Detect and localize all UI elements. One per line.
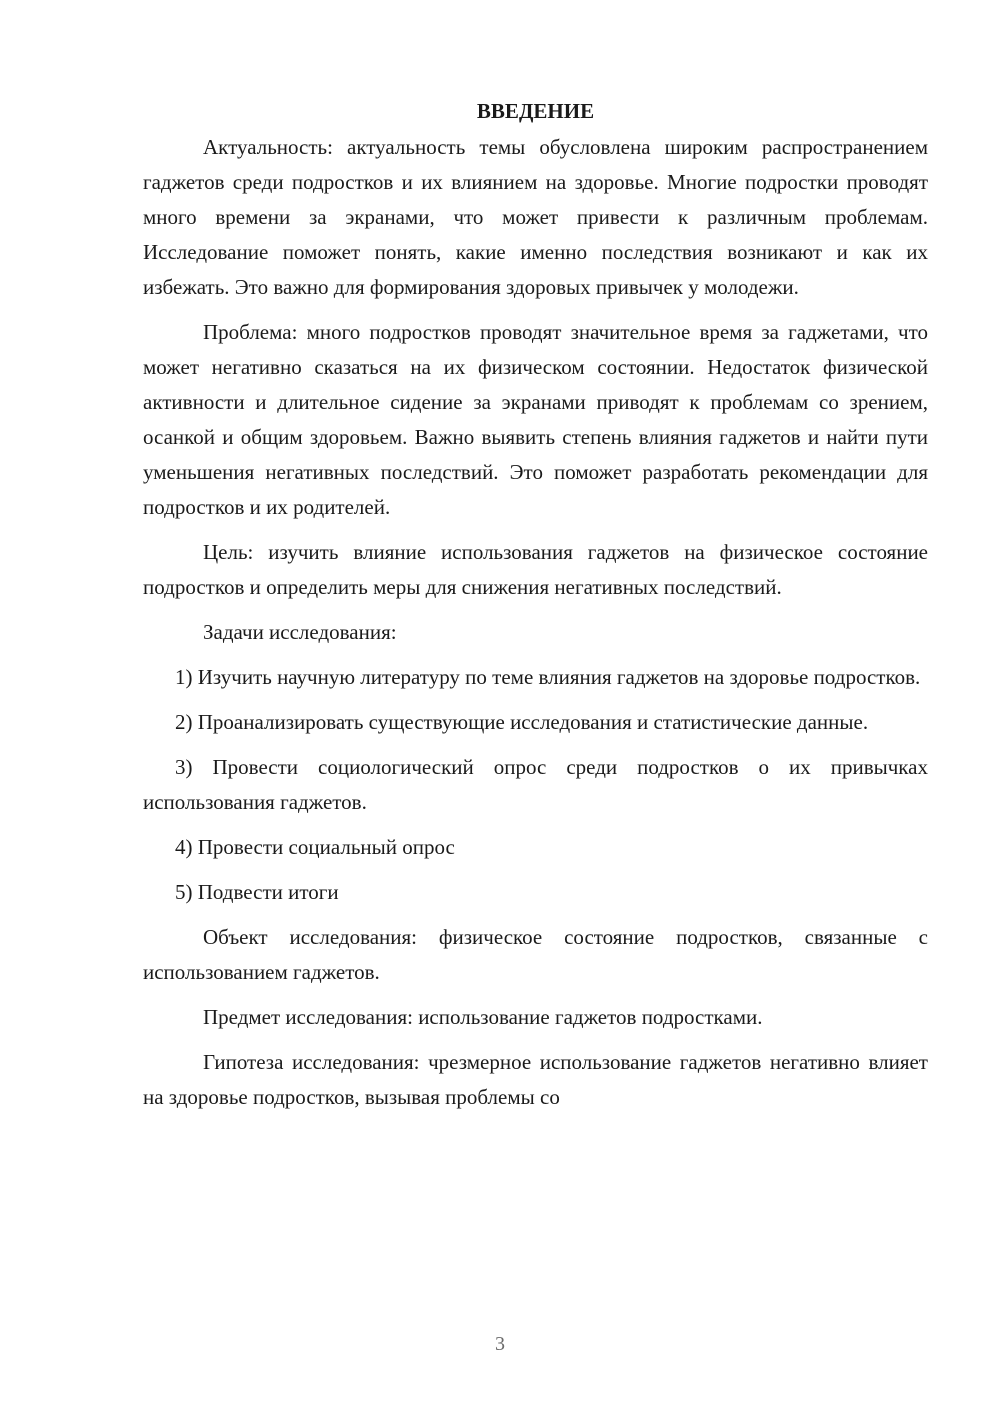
task-item-2: 2) Проанализировать существующие исследования и статистические данные.: [175, 710, 869, 734]
task-item-4: 4) Провести социальный опрос: [175, 835, 455, 859]
page-content: [143, 96, 928, 1115]
paragraph-subject: Предмет исследования: использование гаджетов подростками.: [203, 1005, 763, 1029]
task-item-1: 1) Изучить научную литературу по теме влияния гаджетов на здоровье подростков.: [175, 665, 921, 689]
paragraph-goal: Цель: изучить влияние использования гаджетов на физическое состояние подростков и определить меры для снижения негативных последствий.: [143, 540, 928, 599]
page-number: 3: [495, 1333, 505, 1355]
paragraph-problem: Проблема: много подростков проводят значительное время за гаджетами, что может негативно сказаться на их физическом состоянии. Недостаток физической активности и длительное сидение за экранами приводят к проблемам со зрением, осанкой и общим здоровьем. Важно выявить степень влияния гаджетов и найти пути уменьшения негативных последствий. Это поможет разработать рекомендации для подростков и их родителей.: [143, 320, 928, 519]
task-item-3: 3) Провести социологический опрос среди подростков о их привычках использования гаджетов.: [143, 755, 928, 814]
tasks-heading: Задачи исследования:: [203, 620, 397, 644]
task-item-5: 5) Подвести итоги: [175, 880, 339, 904]
paragraph-object: Объект исследования: физическое состояние подростков, связанные с использованием гаджетов.: [143, 925, 928, 984]
section-title: ВВЕДЕНИЕ: [476, 99, 595, 123]
paragraph-hypothesis: Гипотеза исследования: чрезмерное использование гаджетов негативно влияет на здоровье подростков, вызывая проблемы со: [143, 1050, 928, 1109]
paragraph-relevance: Актуальность: актуальность темы обусловлена широким распространением гаджетов среди подростков и их влиянием на здоровье. Многие подростки проводят много времени за экранами, что может привести к различным проблемам. Исследование поможет понять, какие именно последствия возникают и как их избежать. Это важно для формирования здоровых привычек у молодежи.: [143, 135, 928, 299]
